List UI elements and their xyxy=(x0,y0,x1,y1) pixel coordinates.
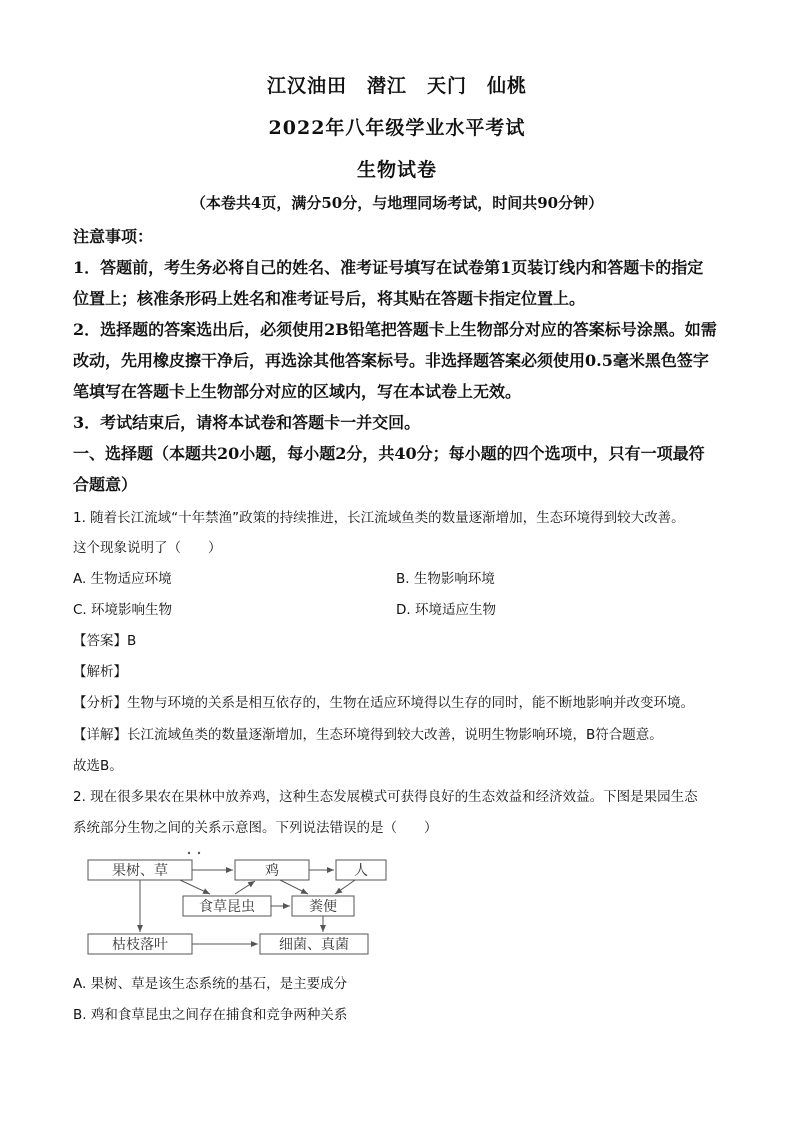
q1-analysis: 【分析】生物与环境的关系是相互依存的，生物在适应环境得以生存的同时，能不断地影响并改变环境。 xyxy=(73,695,694,711)
node-litter: 枯枝落叶 xyxy=(112,937,168,953)
ecosystem-diagram xyxy=(70,848,400,960)
node-chicken: 鸡 xyxy=(265,863,279,879)
instruction-line: 1．答题前，考生务必将自己的姓名、准考证号填写在试卷第1页装订线内和答题卡的指定 xyxy=(73,258,704,277)
q2-stem: 2. 现在很多果农在果林中放养鸡，这种生态发展模式可获得良好的生态效益和经济效益。下图是果园生态 xyxy=(73,789,698,805)
instruction-line: 改动，先用橡皮擦干净后，再选涂其他答案标号。非选择题答案必须使用0.5毫米黑色签字 xyxy=(73,351,709,370)
q1-conclusion: 故选B。 xyxy=(73,758,123,774)
instruction-line: 2．选择题的答案选出后，必须使用2B铅笔把答题卡上生物部分对应的答案标号涂黑。如需 xyxy=(73,320,717,339)
exam-title: 2022年八年级学业水平考试 xyxy=(268,117,526,139)
q1-option-b: B. 生物影响环境 xyxy=(396,571,495,587)
node-human: 人 xyxy=(354,863,368,879)
instruction-line: 3．考试结束后，请将本试卷和答题卡一并交回。 xyxy=(73,413,421,432)
q1-answer: 【答案】B xyxy=(73,633,137,649)
q1-option-a: A. 生物适应环境 xyxy=(73,571,172,587)
exam-regions: 江汉油田 潜江 天门 仙桃 xyxy=(266,75,527,97)
decorative-dot xyxy=(188,852,190,854)
q2-option-a: A. 果树、草是该生态系统的基石，是主要成分 xyxy=(73,976,348,992)
arrow-insects-chicken xyxy=(235,881,255,894)
decorative-dot xyxy=(198,852,200,854)
instruction-line: 笔填写在答题卡上生物部分对应的区域内，写在本试卷上无效。 xyxy=(73,382,522,401)
q1-stem-cont: 这个现象说明了（ ） xyxy=(73,540,222,556)
arrow-human-feces xyxy=(335,880,355,894)
section-heading: 一、选择题（本题共20小题，每小题2分，共40分；每小题的四个选项中，只有一项最符 xyxy=(73,444,705,463)
section-heading-cont: 合题意） xyxy=(73,475,138,494)
node-plants: 果树、草 xyxy=(112,863,168,879)
q2-option-b: B. 鸡和食草昆虫之间存在捕食和竞争两种关系 xyxy=(73,1007,348,1023)
node-insects: 食草昆虫 xyxy=(199,899,255,915)
q2-stem-cont: 系统部分生物之间的关系示意图。下列说法错误的是（ ） xyxy=(73,820,438,836)
q1-stem: 1. 随着长江流域“十年禁渔”政策的持续推进，长江流域鱼类的数量逐渐增加，生态环境得到较大改善。 xyxy=(73,510,685,526)
instruction-line: 位置上；核准条形码上姓名和准考证号后，将其贴在答题卡指定位置上。 xyxy=(73,289,586,308)
subject-title: 生物试卷 xyxy=(356,159,437,181)
node-feces: 粪便 xyxy=(309,899,337,915)
arrow-chicken-feces xyxy=(280,880,308,894)
q1-detail: 【详解】长江流域鱼类的数量逐渐增加，生态环境得到较大改善，说明生物影响环境，B符合题意。 xyxy=(73,727,663,743)
q1-option-d: D. 环境适应生物 xyxy=(396,602,496,618)
q1-option-c: C. 环境影响生物 xyxy=(73,602,173,618)
q1-analysis-label: 【解析】 xyxy=(73,664,127,680)
node-decomposers: 细菌、真菌 xyxy=(279,937,349,953)
exam-note: （本卷共4页，满分50分，与地理同场考试，时间共90分钟） xyxy=(190,194,604,212)
instructions-heading: 注意事项： xyxy=(73,227,154,246)
arrow-plants-insects xyxy=(180,880,210,894)
